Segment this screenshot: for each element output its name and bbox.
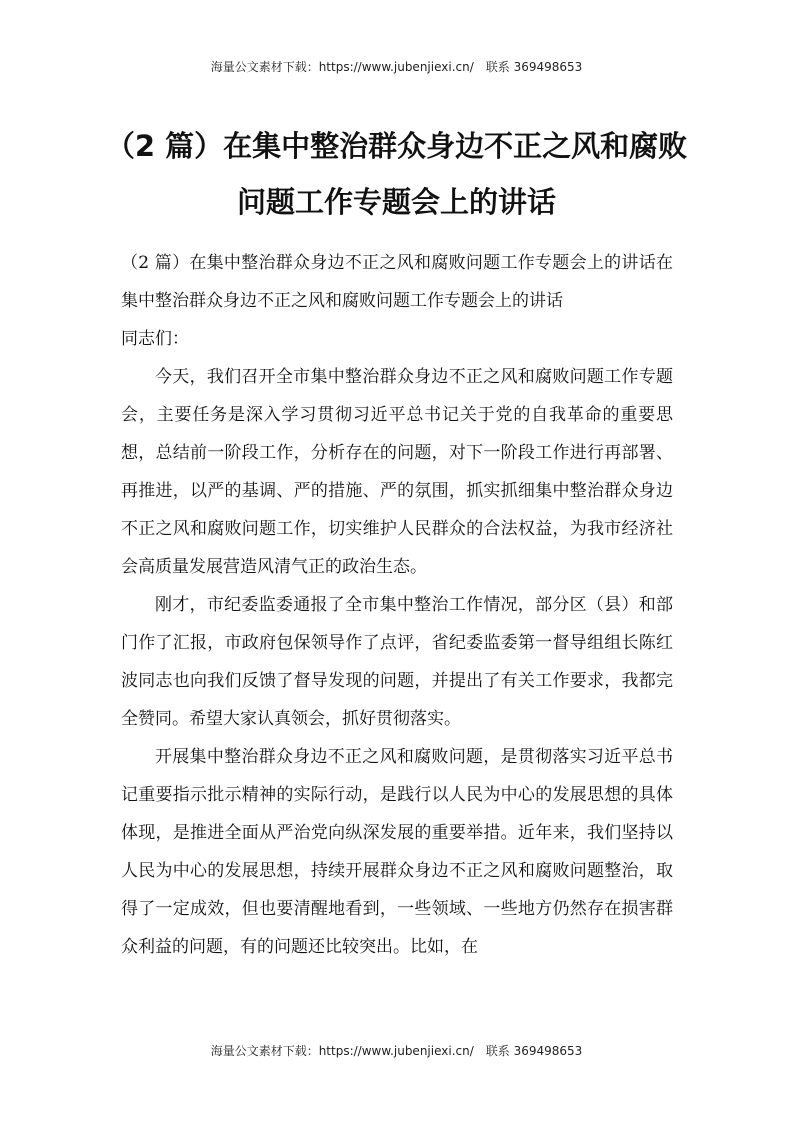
intro-paragraph: （2 篇）在集中整治群众身边不正之风和腐败问题工作专题会上的讲话在集中整治群众身边不正之风和腐败问题工作专题会上的讲话	[121, 253, 673, 311]
page-footer	[0, 1042, 793, 1059]
document-body	[121, 244, 673, 966]
page-header	[0, 58, 793, 75]
paragraph-3: 开展集中整治群众身边不正之风和腐败问题，是贯彻落实习近平总书记重要指示批示精神的实际行动，是践行以人民为中心的发展思想的具体体现，是推进全面从严治党向纵深发展的重要举措。近年来，我们坚持以人民为中心的发展思想，持续开展群众身边不正之风和腐败问题整治，取得了一定成效，但也要清醒地看到，一些领域、一些地方仍然存在损害群众利益的问题，有的问题还比较突出。比如，在	[121, 747, 673, 957]
header-contact-label: 联系 369498653	[485, 60, 583, 74]
header-site-label: 海量公文素材下载：https://www.jubenjiexi.cn/	[210, 60, 474, 74]
document-title: （2 篇）在集中整治群众身边不正之风和腐败问题工作专题会上的讲话	[105, 129, 688, 219]
paragraph-1: 今天，我们召开全市集中整治群众身边不正之风和腐败问题工作专题会，主要任务是深入学习贯彻习近平总书记关于党的自我革命的重要思想，总结前一阶段工作，分析存在的问题，对下一阶段工作进行再部署、再推进，以严的基调、严的措施、严的氛围，抓实抓细集中整治群众身边不正之风和腐败问题工作，切实维护人民群众的合法权益，为我市经济社会高质量发展营造风清气正的政治生态。	[121, 367, 673, 577]
paragraph-2: 刚才，市纪委监委通报了全市集中整治工作情况，部分区（县）和部门作了汇报，市政府包保领导作了点评，省纪委监委第一督导组组长陈红波同志也向我们反馈了督导发现的问题，并提出了有关工作要求，我都完全赞同。希望大家认真领会，抓好贯彻落实。	[121, 595, 673, 729]
footer-contact-label: 联系 369498653	[485, 1044, 583, 1058]
salutation: 同志们：	[121, 329, 189, 349]
footer-site-label: 海量公文素材下载：https://www.jubenjiexi.cn/	[210, 1044, 474, 1058]
